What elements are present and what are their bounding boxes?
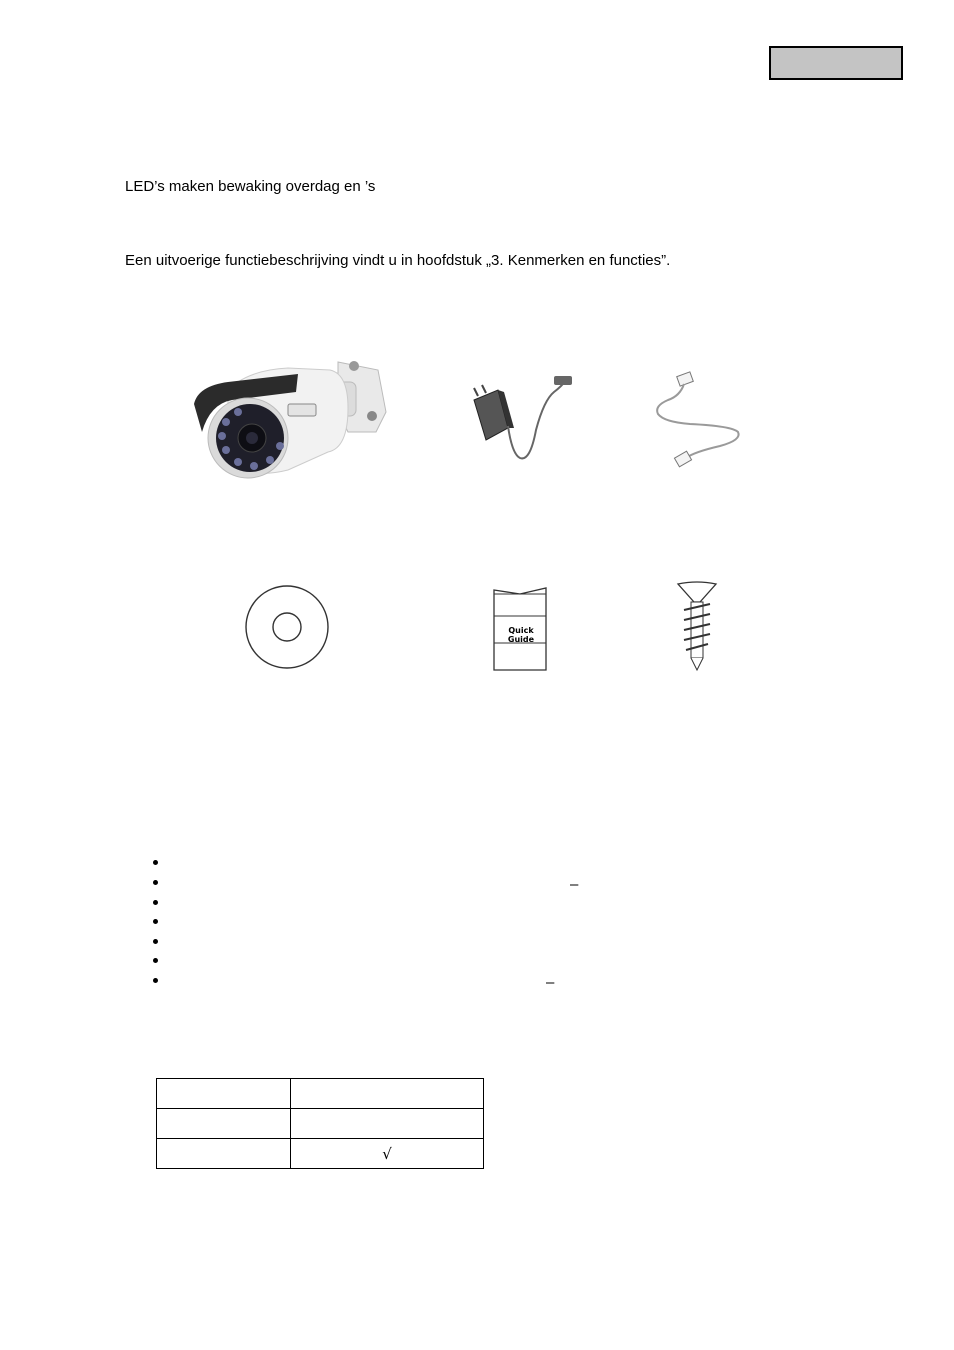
- list-item: [150, 915, 158, 923]
- table-cell: [291, 1109, 484, 1139]
- intro-line-2: Een uitvoerige functiebeschrijving vindt u in hoofdstuk „3. Kenmerken en functies”.: [125, 252, 671, 269]
- bullet-camera-icon: [188, 352, 393, 484]
- table-cell: [157, 1139, 291, 1169]
- list-item: [150, 896, 158, 904]
- table-row: [157, 1079, 484, 1109]
- quick-guide-label: Quick Guide: [507, 626, 535, 644]
- list-item: [150, 856, 158, 864]
- table-cell: [157, 1109, 291, 1139]
- list-item-dash: –: [570, 876, 579, 893]
- power-adapter-icon: [468, 370, 578, 466]
- intro-line-1: LED’s maken bewaking overdag en ’s: [125, 178, 376, 195]
- screw-icon: [676, 580, 718, 672]
- table-cell: [291, 1079, 484, 1109]
- table-cell: [157, 1079, 291, 1109]
- list-item: [150, 935, 158, 943]
- language-tab: [769, 46, 903, 80]
- cd-icon: [244, 584, 330, 670]
- list-item: [150, 974, 158, 982]
- quick-guide-icon: [492, 586, 550, 674]
- list-item: [150, 954, 158, 962]
- list-item: [150, 876, 158, 884]
- spec-table: [156, 1078, 484, 1169]
- check-mark: √: [291, 1139, 484, 1169]
- list-item-dash: –: [546, 974, 555, 991]
- table-row: [157, 1139, 484, 1169]
- network-cable-icon: [650, 370, 746, 470]
- table-row: [157, 1109, 484, 1139]
